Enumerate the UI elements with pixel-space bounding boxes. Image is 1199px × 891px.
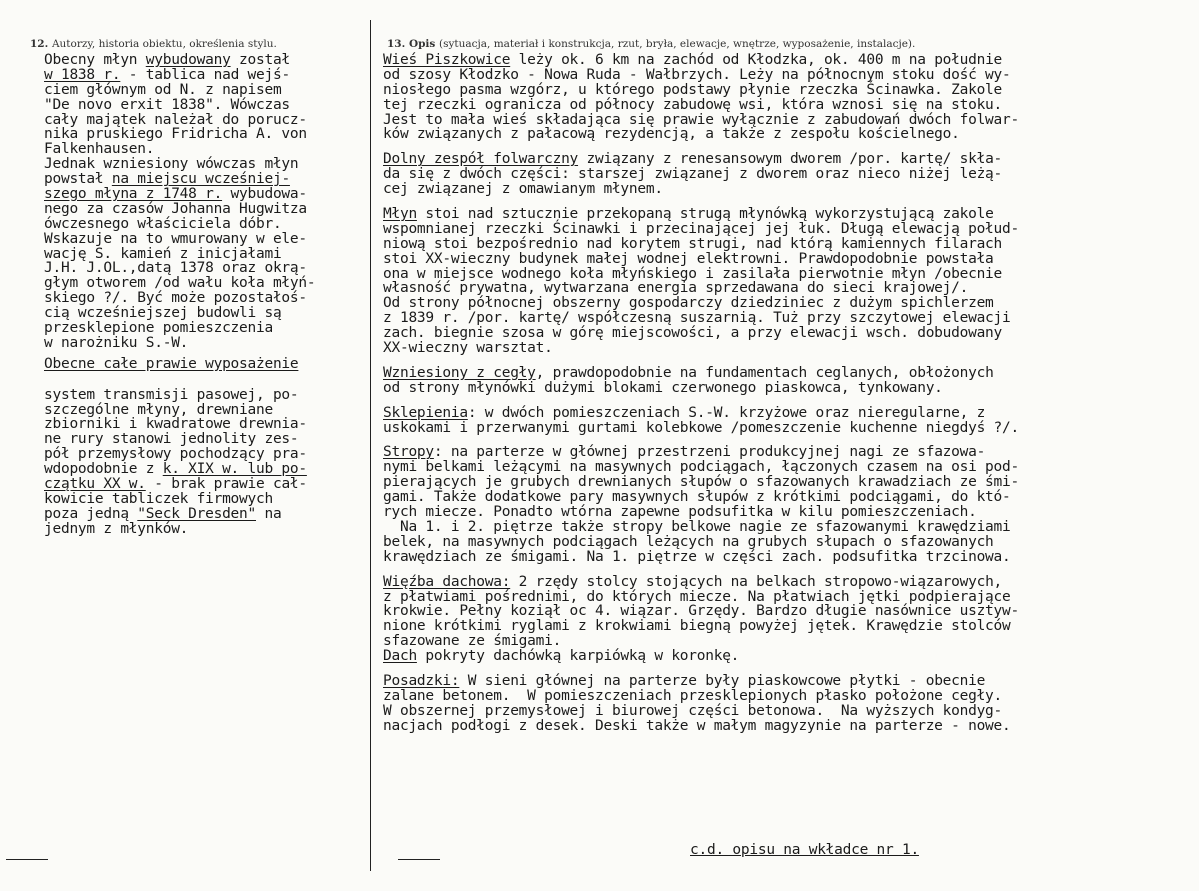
text-segment: XX-wieczny warsztat. xyxy=(383,340,553,357)
text-segment: skiego ?/. Być może pozostałoś- xyxy=(44,290,307,307)
text-segment: od strony młynówki dużymi blokami czerwonego piaskowca, tynkowany. xyxy=(383,379,943,396)
left-text-line xyxy=(44,432,366,447)
text-segment: ków związanych z pałacową rezydencją, a także z zespołu kościelnego. xyxy=(383,126,960,143)
underlined-text: Wzniesiony z cegły xyxy=(383,364,536,381)
right-text-line xyxy=(383,649,1185,664)
right-text-line xyxy=(383,113,1185,128)
left-text-line xyxy=(44,477,366,492)
text-segment: , prawdopodobnie na fundamentach ceglanych, obłożonych xyxy=(535,364,994,381)
text-segment: pół przemysłowy pochodzący pra- xyxy=(44,446,307,463)
left-text-line xyxy=(44,187,366,202)
text-segment: Obecny młyn xyxy=(44,52,146,68)
left-text-line xyxy=(44,202,366,217)
left-text-line xyxy=(44,142,366,157)
text-segment: nacjach podłogi z desek. Deski także w małym magyzynie na parterze - nowe. xyxy=(383,717,1011,734)
right-text-line xyxy=(383,445,1185,460)
text-segment: krawędziach ze śmigami. Na 1. piętrze w części zach. podsufitka trzcinowa. xyxy=(383,548,1011,565)
text-segment: niową stoi bezpośrednio nad korytem strugi, nad którą kamiennych filarach xyxy=(383,235,1003,252)
text-segment: stoi nad sztucznie przekopaną strugą młynówką wykorzystującą zakole xyxy=(416,206,994,223)
underlined-text: Sklepienia xyxy=(383,404,468,421)
text-segment: sfazowane ze śmigami. xyxy=(383,633,562,650)
text-segment: z 1839 r. /por. kartę/ współczesną suszarnią. Tuż przy szczytowej elewacji xyxy=(383,310,1011,327)
text-segment: Jest to mała wieś składająca się prawie wyłącznie z zabudowań dwóch folwar- xyxy=(383,111,1019,128)
text-segment: belek, na masywnych podciągach leżących na grubych słupach o sfazowanych xyxy=(383,533,994,550)
text-segment: głym otworem /od wału koła młyń- xyxy=(44,275,316,292)
text-segment: Wskazuje na to wmurowany w ele- xyxy=(44,230,307,247)
right-text-line xyxy=(383,267,1185,282)
left-text-line xyxy=(44,98,366,113)
underlined-text: wybudowany xyxy=(145,52,231,68)
text-segment: W obszernej przemysłowej i biurowej części betonowa. Na wyższych kondyg- xyxy=(383,702,1003,719)
text-segment: gami. Także dodatkowe pary masywnych słupów z krótkimi podciągami, do któ- xyxy=(383,489,1011,506)
left-text-line xyxy=(44,113,366,128)
right-text-line xyxy=(383,674,1185,689)
right-text-line xyxy=(383,604,1185,619)
text-segment: wspomnianej rzeczki Ścinawki i przecinającej jej łuk. Długą elewacją połud- xyxy=(383,220,1019,237)
right-text-line xyxy=(383,634,1185,649)
left-column-text xyxy=(44,53,366,537)
right-text-line xyxy=(383,535,1185,550)
right-text-line xyxy=(383,520,1185,535)
right-text-line xyxy=(383,98,1185,113)
footer-margin-mark-middle xyxy=(398,859,440,860)
text-segment: system transmisji pasowej, po- xyxy=(44,386,299,403)
text-segment: niosłego pasma wzgórz, u którego podstawy płynie rzeczka Ścinawka. Zakole xyxy=(383,81,1003,98)
right-text-line xyxy=(383,550,1185,565)
left-text-line xyxy=(44,83,366,98)
text-segment: "De novo erxit 1838". Wówczas xyxy=(44,96,290,113)
text-segment: leży ok. 6 km na zachód od Kłodzka, ok. 400 m na południe xyxy=(510,52,1003,68)
footer-margin-mark-left xyxy=(6,859,48,860)
text-segment: uskokami i przerwanymi gurtami kolebkowe /pomeszczenie kuchenne niegdyś ?/. xyxy=(383,419,1019,436)
text-segment: krokwie. Pełny koziął oc 4. wiązar. Grzędy. Bardzo długie nasównice usztyw- xyxy=(383,603,1019,620)
text-segment: jednym z młynków. xyxy=(44,520,189,537)
right-text-line xyxy=(383,366,1185,381)
left-text-line xyxy=(44,261,366,276)
underlined-text: Posadzki: xyxy=(383,672,460,689)
text-segment: - tablica nad wejś- xyxy=(120,66,290,83)
underlined-text: Stropy xyxy=(383,444,434,461)
left-text-line xyxy=(44,336,366,351)
underlined-text: Dolny zespół folwarczny xyxy=(383,151,579,168)
underlined-text: czątku XX w. xyxy=(44,476,146,493)
text-segment: Od strony północnej obszerny gospodarczy dziedziniec z dużym spichlerzem xyxy=(383,295,994,312)
text-segment: pierających je grubych drewnianych słupów o sfazowanych krawadziach ze śmi- xyxy=(383,474,1019,491)
right-section-header xyxy=(387,38,915,50)
left-text-line xyxy=(44,507,366,522)
paragraph-gap xyxy=(44,372,366,382)
right-text-line xyxy=(383,505,1185,520)
text-segment: rych miecze. Ponadto wtórna zapewne podsufitka w kilu pomieszczeniach. xyxy=(383,504,977,521)
left-text-line xyxy=(44,53,366,68)
right-text-line xyxy=(383,167,1185,182)
text-segment: zach. biegnie szosa w górę miejscowości, a przy elewacji wsch. dobudowany xyxy=(383,325,1003,342)
right-text-line xyxy=(383,475,1185,490)
right-text-line xyxy=(383,152,1185,167)
right-text-line xyxy=(383,311,1185,326)
text-segment: cej związanej z omawianym młynem. xyxy=(383,181,663,198)
right-text-line xyxy=(383,460,1185,475)
underlined-text: w 1838 r. xyxy=(44,66,121,83)
underlined-text: "Seck Dresden" xyxy=(137,505,256,522)
underlined-text: Obecne całe prawie wyposażenie xyxy=(44,355,299,372)
text-segment: nione krótkimi ryglami z krokwiami biegną powyżej jętek. Krawędzie stolców xyxy=(383,618,1011,635)
underlined-text: szego młyna z 1748 r. xyxy=(44,186,223,203)
column-divider xyxy=(370,20,371,871)
text-segment: nika pruskiego Fridricha A. von xyxy=(44,126,307,143)
text-segment: przesklepione pomieszczenia xyxy=(44,320,273,337)
text-segment: - brak prawie cał- xyxy=(145,476,307,493)
text-segment: na xyxy=(256,505,282,522)
right-text-line xyxy=(383,127,1185,142)
right-text-line xyxy=(383,53,1185,68)
right-text-line xyxy=(383,207,1185,222)
text-segment: Falkenhausen. xyxy=(44,141,155,158)
text-segment: : na parterze w głównej przestrzeni produkcyjnej nagi ze sfazowa- xyxy=(433,444,986,461)
equipment-heading xyxy=(44,357,366,372)
right-header-number: 13. xyxy=(387,38,406,50)
text-segment: wację S. kamień z inicjałami xyxy=(44,245,282,262)
continuation-note: c.d. opisu na wkładce nr 1. xyxy=(690,842,919,858)
right-text-line xyxy=(383,182,1185,197)
left-text-line xyxy=(44,291,366,306)
text-segment: z płatwiami pośrednimi, do których miecze. Na płatwiach jętki podpierające xyxy=(383,588,1011,605)
text-segment: zalane betonem. W pomieszczeniach przesklepionych płasko położone cegły. xyxy=(383,687,1003,704)
left-header-text: Autorzy, historia obiektu, określenia stylu. xyxy=(51,38,277,50)
text-segment: 2 rzędy stolcy stojących na belkach stropowo-wiązarowych, xyxy=(510,573,1003,590)
right-text-line xyxy=(383,590,1185,605)
text-segment: nymi belkami leżącymi na masywnych podciągach, łączonych czasem na osi pod- xyxy=(383,459,1019,476)
text-segment: ówczesnego właściciela dóbr. xyxy=(44,215,282,232)
text-segment: wdopodobnie z xyxy=(44,461,163,478)
left-text-line xyxy=(44,217,366,232)
text-segment: wybudowa- xyxy=(222,186,307,203)
text-segment: nego za czasów Johanna Hugwitza xyxy=(44,200,307,217)
left-text-line xyxy=(44,492,366,507)
left-text-line xyxy=(44,127,366,142)
left-text-line xyxy=(44,462,366,477)
text-segment: ne rury stanowi jednolity zes- xyxy=(44,431,299,448)
text-segment: zbiorniki i kwadratowe drewnia- xyxy=(44,416,307,433)
left-text-line xyxy=(44,417,366,432)
text-segment: własność prywatna, wytwarzana energia sprzedawana do sieci krajowej/. xyxy=(383,280,969,297)
left-text-line xyxy=(44,157,366,172)
text-segment: związany z renesansowym dworem /por. kartę/ skła- xyxy=(578,151,1003,168)
left-text-line xyxy=(44,172,366,187)
right-text-line xyxy=(383,406,1185,421)
underlined-text: Młyn xyxy=(383,206,417,223)
right-text-line xyxy=(383,296,1185,311)
underlined-text: Wieś Piszkowice xyxy=(383,52,511,68)
right-text-line xyxy=(383,326,1185,341)
right-text-line xyxy=(383,68,1185,83)
text-segment: cią wcześniejszej budowli są xyxy=(44,305,282,322)
left-text-line xyxy=(44,247,366,262)
right-text-line xyxy=(383,421,1185,436)
text-segment: od szosy Kłodzko - Nowa Ruda - Wałbrzych. Leży na północnym stoku dość wy- xyxy=(383,66,1011,83)
right-column-text xyxy=(383,53,1185,734)
right-text-line xyxy=(383,619,1185,634)
right-text-line xyxy=(383,222,1185,237)
underlined-text: Więźba dachowa: xyxy=(383,573,511,590)
text-segment: ona w miejsce wodnego koła młyńskiego i zasilała pierwotnie młyn /obecnie xyxy=(383,265,1003,282)
underlined-text: Dach xyxy=(383,648,417,665)
right-text-line xyxy=(383,281,1185,296)
right-text-line xyxy=(383,237,1185,252)
right-text-line xyxy=(383,381,1185,396)
right-text-line xyxy=(383,341,1185,356)
right-header-rest: (sytuacja, materiał i konstrukcja, rzut, bryła, elewacje, wnętrze, wyposażenie, instalacje). xyxy=(438,38,916,50)
text-segment: został xyxy=(230,52,290,68)
left-text-line xyxy=(44,447,366,462)
left-text-line xyxy=(44,68,366,83)
right-text-line xyxy=(383,575,1185,590)
left-section-header xyxy=(30,38,277,50)
underlined-text: k. XIX w. lub po- xyxy=(162,461,307,478)
text-segment: tej rzeczki ogranicza od północy zabudowę wsi, która wznosi się na stoku. xyxy=(383,96,1003,113)
text-segment: Na 1. i 2. piętrze także stropy belkowe nagie ze sfazowanymi krawędziami xyxy=(383,518,1011,535)
right-text-line xyxy=(383,689,1185,704)
text-segment: da się z dwóch części: starszej związanej z dworem oraz nieco niżej leżą- xyxy=(383,166,1003,183)
text-segment: pokryty dachówką karpiówką w koronkę. xyxy=(416,648,740,665)
left-text-line xyxy=(44,388,366,403)
text-segment: : w dwóch pomieszczeniach S.-W. krzyżowe oraz nieregularne, z xyxy=(467,404,986,421)
left-text-line xyxy=(44,403,366,418)
left-text-line xyxy=(44,232,366,247)
text-segment: powstał xyxy=(44,171,112,188)
right-text-line xyxy=(383,704,1185,719)
text-segment: poza jedną xyxy=(44,505,138,522)
text-segment: W sieni głównej na parterze były piaskowcowe płytki - obecnie xyxy=(459,672,986,689)
right-text-line xyxy=(383,490,1185,505)
underlined-text: na miejscu wcześniej- xyxy=(111,171,290,188)
left-text-line xyxy=(44,522,366,537)
text-segment: ciem głównym od N. z napisem xyxy=(44,81,282,98)
left-header-number: 12. xyxy=(30,38,49,50)
text-segment: cały majątek należał do porucz- xyxy=(44,111,307,128)
right-header-text: Opis xyxy=(408,38,436,50)
left-text-line xyxy=(44,276,366,291)
right-text-line xyxy=(383,252,1185,267)
text-segment: Jednak wzniesiony wówczas młyn xyxy=(44,156,299,173)
right-text-line xyxy=(383,719,1185,734)
text-segment: stoi XX-wieczny budynek małej wodnej elektrowni. Prawdopodobnie powstała xyxy=(383,250,994,267)
left-text-line xyxy=(44,306,366,321)
text-segment: szczególne młyny, drewniane xyxy=(44,401,273,418)
text-segment: w narożniku S.-W. xyxy=(44,334,189,351)
right-text-line xyxy=(383,83,1185,98)
left-text-line xyxy=(44,321,366,336)
text-segment: kowicie tabliczek firmowych xyxy=(44,490,273,507)
text-segment: J.H. J.OL.,datą 1378 oraz okrą- xyxy=(44,260,307,277)
